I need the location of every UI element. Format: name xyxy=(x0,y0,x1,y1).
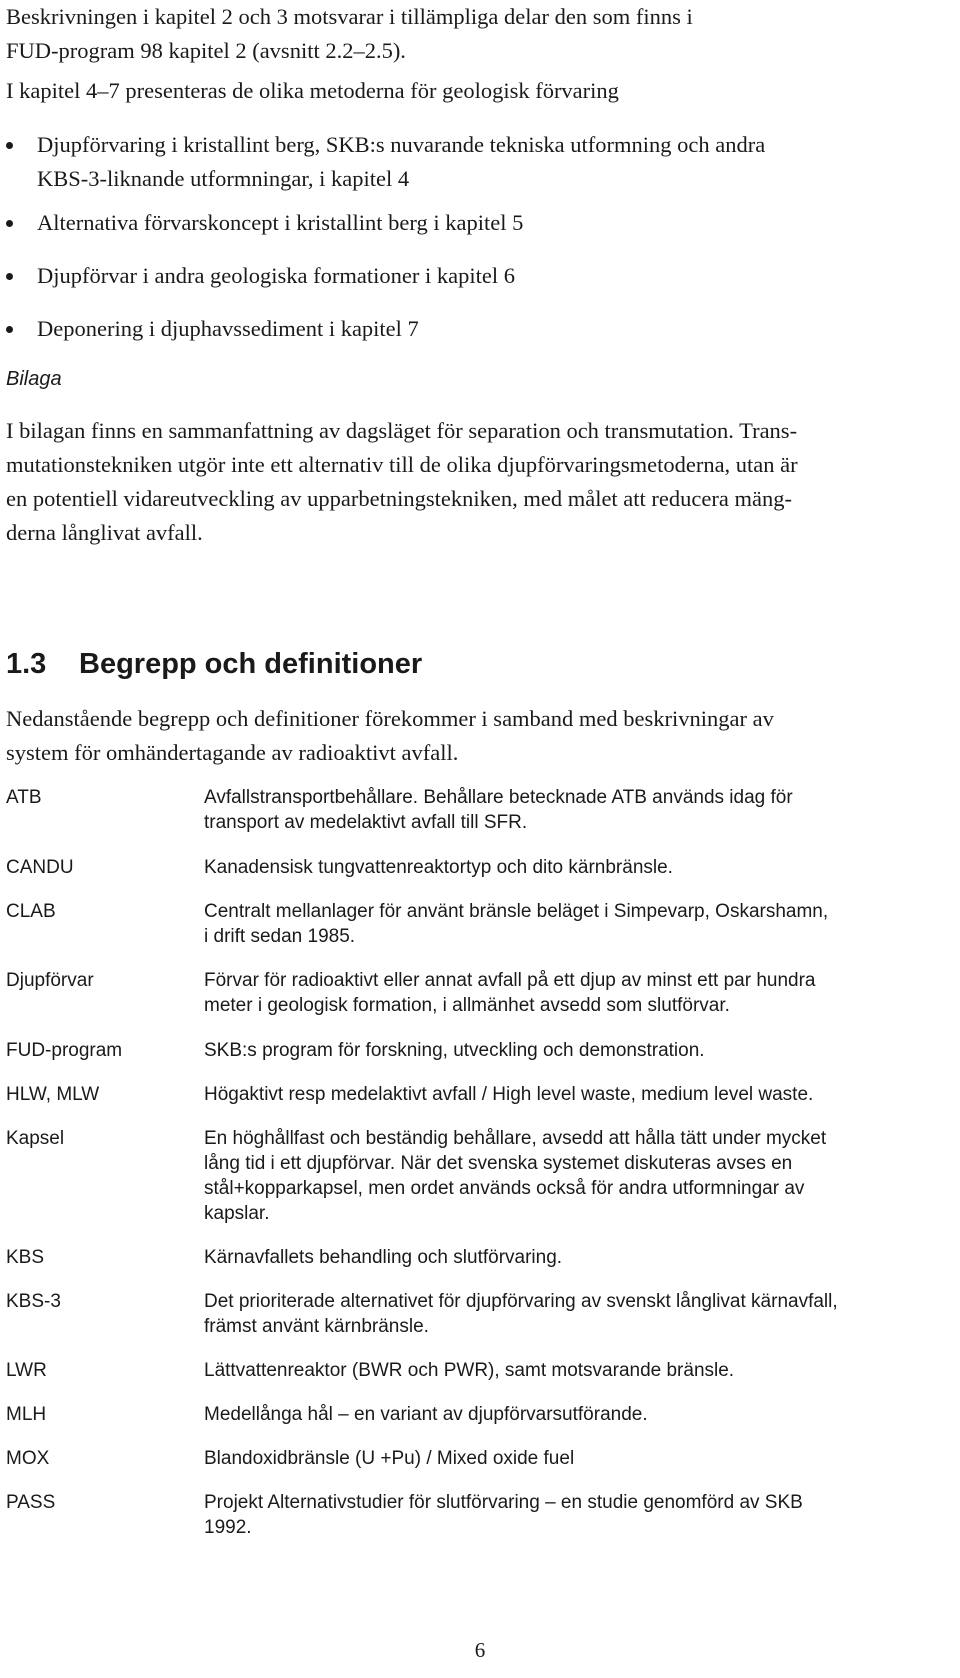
definition-text xyxy=(204,785,924,835)
definition-term: KBS xyxy=(6,1247,45,1268)
section-intro-line: system för omhändertagande av radioaktivt avfall. xyxy=(6,740,459,765)
section-title: Begrepp och definitioner xyxy=(79,648,423,680)
page-number: 6 xyxy=(474,1638,486,1662)
definition-line: Centralt mellanlager för använt bränsle beläget i Simpevarp, Oskarshamn, xyxy=(204,901,829,922)
definition-text xyxy=(204,899,924,949)
definition-line: transport av medelaktivt avfall till SFR. xyxy=(204,812,528,833)
bullet-text-line: Deponering i djuphavssediment i kapitel 7 xyxy=(37,316,419,341)
definition-line: Projekt Alternativstudier för slutförvaring – en studie genomförd av SKB xyxy=(204,1492,803,1513)
bullet-text-line: Djupförvaring i kristallint berg, SKB:s nuvarande tekniska utformning och andra xyxy=(37,132,766,157)
definition-text xyxy=(204,1402,924,1427)
definition-term: MLH xyxy=(6,1404,47,1425)
bilaga-line: mutationstekniken utgör inte ett alternativ till de olika djupförvaringsmetoderna, utan är xyxy=(6,452,798,477)
bilaga-line: derna långlivat avfall. xyxy=(6,520,203,545)
intro-paragraph xyxy=(6,0,946,68)
definition-line: lång tid i ett djupförvar. När det svenska systemet diskuteras avses en xyxy=(204,1153,793,1174)
definition-line: 1992. xyxy=(204,1517,252,1538)
bullet-icon xyxy=(6,326,13,333)
definition-line: En höghållfast och beständig behållare, avsedd att hålla tätt under mycket xyxy=(204,1128,827,1149)
definition-text xyxy=(204,855,924,880)
bullet-icon xyxy=(6,142,13,149)
definition-text xyxy=(204,1289,924,1339)
definition-term: FUD-program xyxy=(6,1040,123,1061)
definition-line: meter i geologisk formation, i allmänhet avsedd som slutförvar. xyxy=(204,995,730,1016)
definition-text xyxy=(204,1490,924,1540)
intro-line-2: FUD-program 98 kapitel 2 (avsnitt 2.2–2.5). xyxy=(6,38,406,63)
intro-line-1: Beskrivningen i kapitel 2 och 3 motsvarar i tillämpliga delar den som finns i xyxy=(6,4,693,29)
definition-term: KBS-3 xyxy=(6,1291,61,1312)
definition-term: HLW, MLW xyxy=(6,1084,100,1105)
bullet-text-line: KBS-3-liknande utformningar, i kapitel 4 xyxy=(37,166,410,191)
definition-line: i drift sedan 1985. xyxy=(204,926,356,947)
definition-text xyxy=(204,968,924,1018)
definition-line: Avfallstransportbehållare. Behållare betecknade ATB används idag för xyxy=(204,787,793,808)
definition-line: Lättvattenreaktor (BWR och PWR), samt motsvarande bränsle. xyxy=(204,1360,735,1381)
definition-term: Djupförvar xyxy=(6,970,94,991)
definition-term: MOX xyxy=(6,1448,50,1469)
section-number: 1.3 xyxy=(6,648,47,680)
bullet-icon xyxy=(6,273,13,280)
bullet-text-line: Djupförvar i andra geologiska formationer i kapitel 6 xyxy=(37,263,515,288)
definition-term: Kapsel xyxy=(6,1128,65,1149)
definition-term: PASS xyxy=(6,1492,56,1513)
bilaga-line: en potentiell vidareutveckling av upparbetningstekniken, med målet att reducera mäng- xyxy=(6,486,792,511)
definition-line: kapslar. xyxy=(204,1203,270,1224)
chapters-intro: I kapitel 4–7 presenteras de olika metoderna för geologisk förvaring xyxy=(6,78,619,103)
definition-term: LWR xyxy=(6,1360,47,1381)
section-heading xyxy=(6,646,946,682)
section-intro-line: Nedanstående begrepp och definitioner förekommer i samband med beskrivningar av xyxy=(6,706,774,731)
bilaga-paragraph xyxy=(6,414,946,550)
definition-term: CANDU xyxy=(6,857,74,878)
definition-line: främst använt kärnbränsle. xyxy=(204,1316,429,1337)
section-intro xyxy=(6,702,946,770)
bullet-text-line: Alternativa förvarskoncept i kristallint berg i kapitel 5 xyxy=(37,210,524,235)
definition-line: Kanadensisk tungvattenreaktortyp och dito kärnbränsle. xyxy=(204,857,673,878)
definition-line: Högaktivt resp medelaktivt avfall / High level waste, medium level waste. xyxy=(204,1084,814,1105)
definition-line: stål+kopparkapsel, men ordet används också för andra utformningar av xyxy=(204,1178,805,1199)
definition-text xyxy=(204,1446,924,1471)
definition-line: Det prioriterade alternativet för djupförvaring av svenskt långlivat kärnavfall, xyxy=(204,1291,838,1312)
bilaga-line: I bilagan finns en sammanfattning av dagsläget för separation och transmutation. Trans- xyxy=(6,418,798,443)
definition-line: Kärnavfallets behandling och slutförvaring. xyxy=(204,1247,563,1268)
definition-text xyxy=(204,1038,924,1063)
definition-line: SKB:s program för forskning, utveckling och demonstration. xyxy=(204,1040,705,1061)
definition-line: Blandoxidbränsle (U +Pu) / Mixed oxide fuel xyxy=(204,1448,575,1469)
bullet-icon xyxy=(6,220,13,227)
definition-text xyxy=(204,1082,924,1107)
bilaga-heading: Bilaga xyxy=(6,368,62,390)
definition-text xyxy=(204,1126,924,1226)
definition-line: Förvar för radioaktivt eller annat avfall på ett djup av minst ett par hundra xyxy=(204,970,816,991)
definition-term: ATB xyxy=(6,787,42,808)
definition-line: Medellånga hål – en variant av djupförvarsutförande. xyxy=(204,1404,648,1425)
definition-text xyxy=(204,1245,924,1270)
definition-text xyxy=(204,1358,924,1383)
definition-term: CLAB xyxy=(6,901,56,922)
